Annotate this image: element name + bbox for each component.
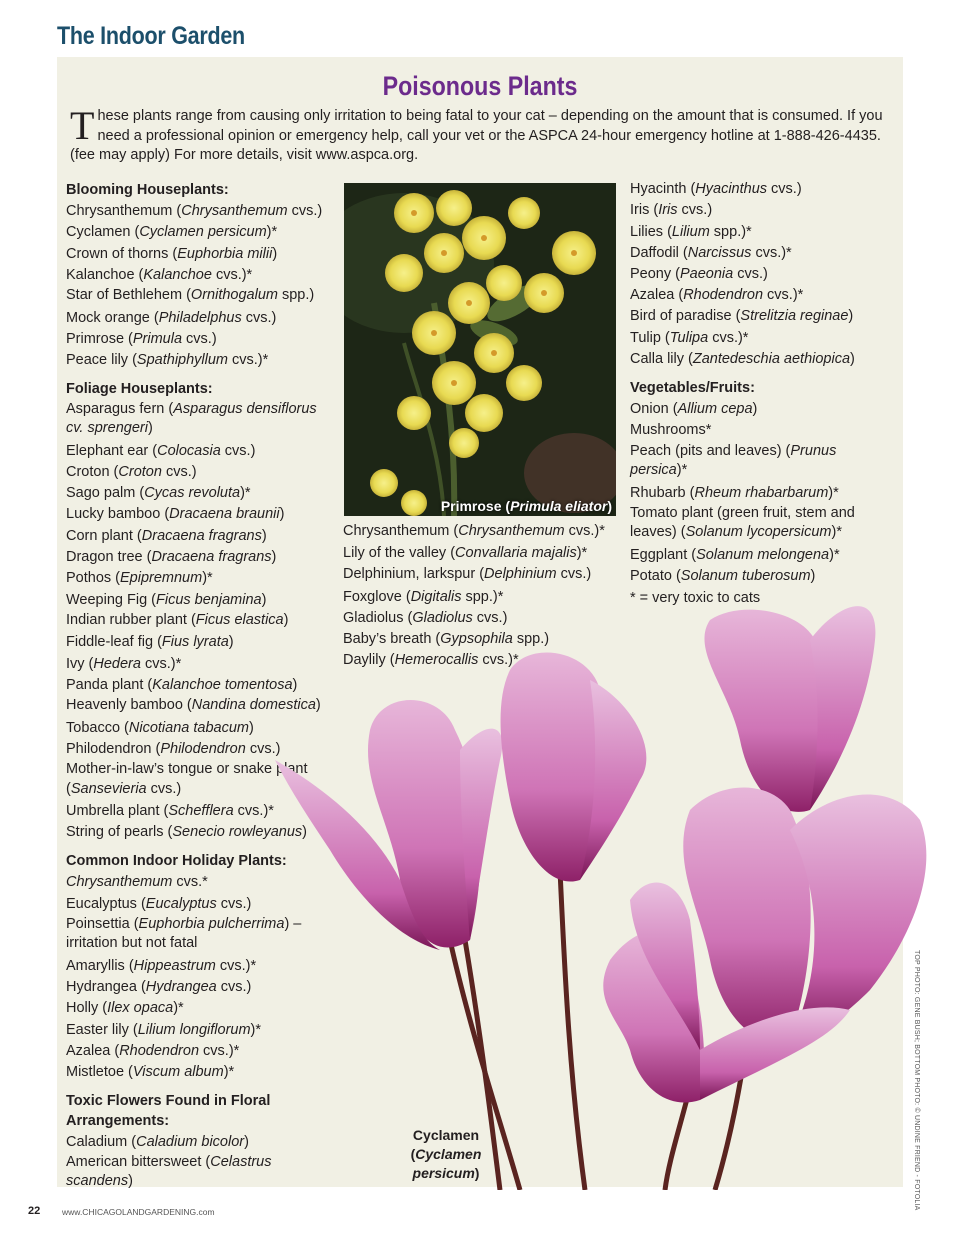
plant-item: Lilies (Lilium spp.)* <box>630 223 752 240</box>
page-number: 22 <box>28 1205 41 1217</box>
heading-blooming: Blooming Houseplants: <box>66 182 229 198</box>
plant-item: Amaryllis (Hippeastrum cvs.)* <box>66 957 257 974</box>
primrose-photo <box>344 183 616 516</box>
drop-cap: T <box>70 103 95 148</box>
plant-item: Mother-in-law’s tongue or snake plant (Sansevieria cvs.) <box>66 761 308 797</box>
primrose-illustration <box>344 183 616 516</box>
heading-floral: Toxic Flowers Found in Floral Arrangements: <box>66 1092 271 1129</box>
plant-item: Tobacco (Nicotiana tabacum) <box>66 719 254 736</box>
right-column <box>630 179 895 609</box>
heading-holiday: Common Indoor Holiday Plants: <box>66 853 287 870</box>
plant-item: Azalea (Rhodendron cvs.)* <box>630 287 804 304</box>
plant-item: American bittersweet (Celastrus scandens) <box>66 1153 272 1190</box>
plant-item: Mock orange (Philadelphus cvs.) <box>66 309 277 326</box>
plant-item: Peach (pits and leaves) (Prunus persica)* <box>630 442 837 479</box>
cyclamen-caption: Cyclamen (Cyclamen persicum) <box>410 1127 482 1181</box>
plant-item: Peace lily (Spathiphyllum cvs.)* <box>66 352 269 369</box>
plant-item: Bird of paradise (Strelitzia reginae) <box>630 307 854 324</box>
plant-item: Ivy (Hedera cvs.)* <box>66 655 182 672</box>
plant-item: Daylily (Hemerocallis cvs.)* <box>343 652 519 669</box>
section-title: The Indoor Garden <box>57 22 245 50</box>
plant-item: Tomato plant (green fruit, stem and leaves) (Solanum lycopersicum)* <box>630 504 855 541</box>
plant-item: Corn plant (Dracaena fragrans) <box>66 527 267 544</box>
plant-item: Asparagus fern (Asparagus densiflorus cv. sprengeri) <box>66 400 317 437</box>
plant-item: Delphinium, larkspur (Delphinium cvs.) <box>343 566 592 582</box>
plant-item: String of pearls (Senecio rowleyanus) <box>66 823 308 840</box>
plant-item: Rhubarb (Rheum rhabarbarum)* <box>630 484 839 501</box>
plant-item: Caladium (Caladium bicolor) <box>66 1133 249 1150</box>
plant-item: Tulip (Tulipa cvs.)* <box>630 330 749 347</box>
list-vegetables <box>630 399 895 587</box>
plant-item: Croton (Croton cvs.) <box>66 463 197 480</box>
plant-item: Primrose (Primula cvs.) <box>66 330 217 347</box>
plant-item: Philodendron (Philodendron cvs.) <box>66 741 281 758</box>
plant-item: Cyclamen (Cyclamen persicum)* <box>66 224 278 241</box>
plant-item: Crown of thorns (Euphorbia milii) <box>66 245 278 262</box>
list-blooming <box>66 201 336 372</box>
toxicity-note: * = very toxic to cats <box>630 589 761 606</box>
plant-item: Pothos (Epipremnum)* <box>66 570 213 587</box>
plant-item: Hydrangea (Hydrangea cvs.) <box>66 979 252 996</box>
heading-foliage: Foliage Houseplants: <box>66 380 213 397</box>
cyclamen-photo <box>270 580 960 1211</box>
plant-item: Dragon tree (Dracaena fragrans) <box>66 549 277 566</box>
plant-item: Sago palm (Cycas revoluta)* <box>66 485 251 502</box>
cyclamen-illustration <box>270 580 960 1211</box>
plant-item: Eucalyptus (Eucalyptus cvs.) <box>66 895 252 912</box>
plant-item: Chrysanthemum (Chrysanthemum cvs.)* <box>343 523 605 539</box>
plant-item: Chrysanthemum (Chrysanthemum cvs.) <box>66 203 323 219</box>
plant-item: Fiddle-leaf fig (Fius lyrata) <box>66 634 234 651</box>
plant-item: Daffodil (Narcissus cvs.)* <box>630 244 792 261</box>
heading-vegetables: Vegetables/Fruits: <box>630 380 755 397</box>
intro-text: hese plants range from causing only irritation to being fatal to your cat – depending on the amount that is consumed. If you need a professional opinion or emergency help, call your vet or the ASPCA 24-hour emergency hotline at 1-888-426-4435. (fee may apply) For more details, visit www.aspca.org. <box>70 108 883 163</box>
plant-item: Elephant ear (Colocasia cvs.) <box>66 442 256 459</box>
plant-item: Calla lily (Zantedeschia aethiopica) <box>630 350 855 367</box>
plant-item: Panda plant (Kalanchoe tomentosa) <box>66 677 298 694</box>
plant-item: Kalanchoe (Kalanchoe cvs.)* <box>66 266 253 283</box>
photo-credit: TOP PHOTO: GENE BUSH; BOTTOM PHOTO: © UNDINE FRIEND - FOTOLIA <box>913 950 920 1211</box>
plant-item: Hyacinth (Hyacinthus cvs.) <box>630 181 802 197</box>
list-right-top <box>630 179 895 369</box>
plant-item: Mistletoe (Viscum album)* <box>66 1064 235 1081</box>
primrose-caption: Primrose (Primula eliator) <box>440 498 612 514</box>
plant-item: Star of Bethlehem (Ornithogalum spp.) <box>66 287 315 304</box>
plant-item: Weeping Fig (Ficus benjamina) <box>66 591 267 608</box>
plant-item: Iris (Iris cvs.) <box>630 202 713 219</box>
plant-item: Onion (Allium cepa) <box>630 401 758 418</box>
plant-item: Lily of the valley (Convallaria majalis)* <box>343 544 588 561</box>
plant-item: Lucky bamboo (Dracaena braunii) <box>66 506 285 523</box>
plant-item: Foxglove (Digitalis spp.)* <box>343 588 504 605</box>
plant-item: Potato (Solanum tuberosum) <box>630 568 816 585</box>
plant-item: Chrysanthemum cvs.* <box>66 874 208 891</box>
plant-item: Holly (Ilex opaca)* <box>66 1000 184 1017</box>
plant-item: Eggplant (Solanum melongena)* <box>630 546 840 563</box>
plant-item: Peony (Paeonia cvs.) <box>630 266 768 283</box>
plant-item: Easter lily (Lilium longiflorum)* <box>66 1021 262 1038</box>
plant-item: Baby’s breath (Gypsophila spp.) <box>343 631 550 648</box>
plant-item: Indian rubber plant (Ficus elastica) <box>66 611 289 628</box>
intro-paragraph <box>70 103 890 166</box>
plant-item: Umbrella plant (Schefflera cvs.)* <box>66 803 274 820</box>
plant-item: Poinsettia (Euphorbia pulcherrima) – irritation but not fatal <box>66 915 302 952</box>
footer-url: www.CHICAGOLANDGARDENING.com <box>62 1207 215 1217</box>
page-title: Poisonous Plants <box>382 71 578 101</box>
plant-item: Azalea (Rhodendron cvs.)* <box>66 1043 240 1060</box>
plant-item: Gladiolus (Gladiolus cvs.) <box>343 609 508 626</box>
plant-item: Heavenly bamboo (Nandina domestica) <box>66 697 321 714</box>
plant-item: Mushrooms* <box>630 422 712 439</box>
